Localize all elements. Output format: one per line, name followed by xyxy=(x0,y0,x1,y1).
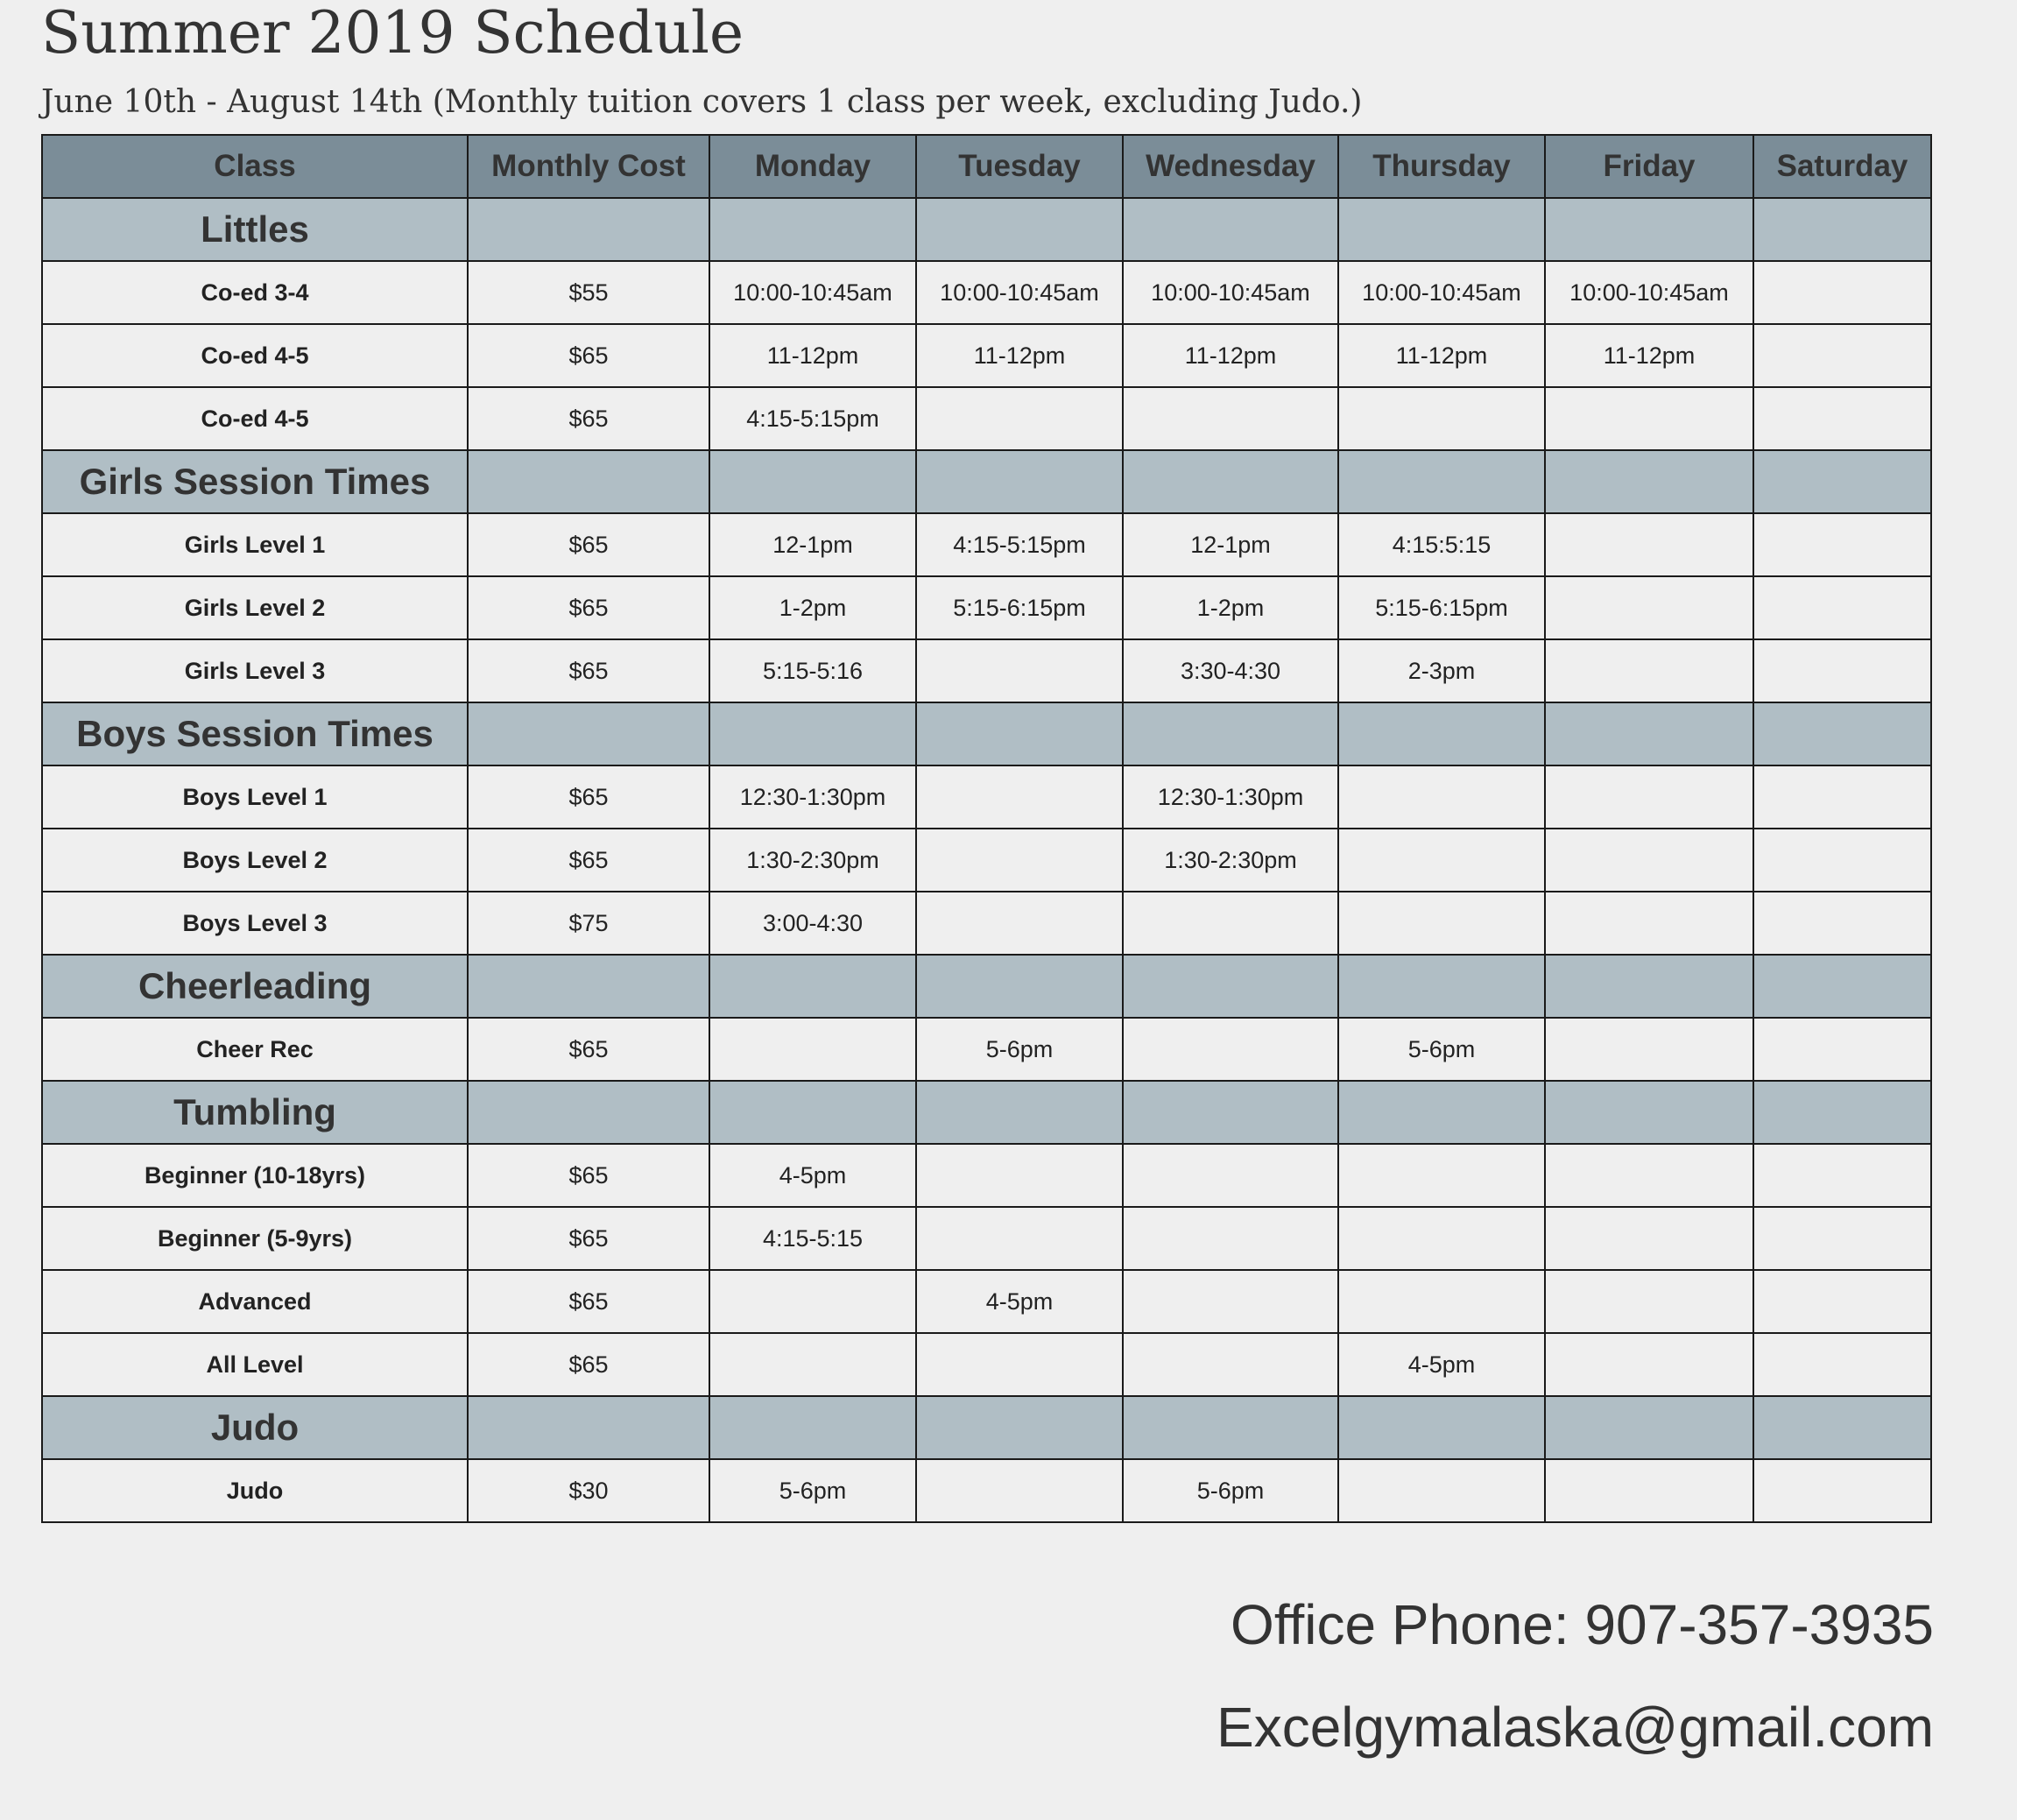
page-title: Summer 2019 Schedule xyxy=(41,0,744,67)
table-row xyxy=(42,261,1931,324)
tuesday-time-cell: 4-5pm xyxy=(916,1270,1123,1333)
friday-time-cell xyxy=(1545,892,1753,955)
section-empty-cell xyxy=(1123,450,1338,513)
section-empty-cell xyxy=(1545,1396,1753,1459)
class-name-cell: Boys Level 3 xyxy=(42,892,468,955)
saturday-time-cell xyxy=(1753,1270,1931,1333)
class-name-cell: Girls Level 2 xyxy=(42,576,468,639)
class-name-cell: Co-ed 4-5 xyxy=(42,324,468,387)
tuesday-time-cell xyxy=(916,829,1123,892)
class-name-cell: Boys Level 1 xyxy=(42,765,468,829)
monthly-cost-cell: $55 xyxy=(468,261,709,324)
monday-time-cell: 12-1pm xyxy=(709,513,916,576)
section-title: Girls Session Times xyxy=(42,450,468,513)
section-empty-cell xyxy=(1338,1396,1545,1459)
section-empty-cell xyxy=(1123,1081,1338,1144)
monthly-cost-cell: $65 xyxy=(468,387,709,450)
table-row xyxy=(42,1333,1931,1396)
section-empty-cell xyxy=(1338,955,1545,1018)
section-empty-cell xyxy=(1123,198,1338,261)
friday-time-cell xyxy=(1545,1270,1753,1333)
monthly-cost-cell: $65 xyxy=(468,576,709,639)
wednesday-time-cell xyxy=(1123,1207,1338,1270)
section-empty-cell xyxy=(709,1081,916,1144)
header-monthly-cost: Monthly Cost xyxy=(468,135,709,198)
friday-time-cell xyxy=(1545,1207,1753,1270)
friday-time-cell xyxy=(1545,639,1753,702)
thursday-time-cell: 11-12pm xyxy=(1338,324,1545,387)
monthly-cost-cell: $65 xyxy=(468,1270,709,1333)
class-name-cell: Beginner (10-18yrs) xyxy=(42,1144,468,1207)
saturday-time-cell xyxy=(1753,387,1931,450)
tuesday-time-cell: 10:00-10:45am xyxy=(916,261,1123,324)
section-row xyxy=(42,1081,1931,1144)
thursday-time-cell: 4:15:5:15 xyxy=(1338,513,1545,576)
section-empty-cell xyxy=(1753,955,1931,1018)
section-row xyxy=(42,198,1931,261)
monthly-cost-cell: $65 xyxy=(468,1333,709,1396)
tuesday-time-cell xyxy=(916,892,1123,955)
tuesday-time-cell: 11-12pm xyxy=(916,324,1123,387)
section-title: Tumbling xyxy=(42,1081,468,1144)
thursday-time-cell xyxy=(1338,892,1545,955)
table-row xyxy=(42,324,1931,387)
table-row xyxy=(42,576,1931,639)
tuesday-time-cell xyxy=(916,1207,1123,1270)
class-name-cell: Girls Level 1 xyxy=(42,513,468,576)
class-name-cell: Co-ed 4-5 xyxy=(42,387,468,450)
wednesday-time-cell: 11-12pm xyxy=(1123,324,1338,387)
section-row xyxy=(42,955,1931,1018)
thursday-time-cell xyxy=(1338,765,1545,829)
thursday-time-cell: 5-6pm xyxy=(1338,1018,1545,1081)
section-empty-cell xyxy=(468,198,709,261)
saturday-time-cell xyxy=(1753,576,1931,639)
section-title: Judo xyxy=(42,1396,468,1459)
thursday-time-cell xyxy=(1338,1207,1545,1270)
table-header-row xyxy=(42,135,1931,198)
monday-time-cell xyxy=(709,1333,916,1396)
section-empty-cell xyxy=(709,955,916,1018)
section-empty-cell xyxy=(1338,450,1545,513)
monday-time-cell: 4:15-5:15 xyxy=(709,1207,916,1270)
saturday-time-cell xyxy=(1753,639,1931,702)
section-row xyxy=(42,702,1931,765)
section-empty-cell xyxy=(916,1081,1123,1144)
section-empty-cell xyxy=(468,955,709,1018)
tuesday-time-cell xyxy=(916,639,1123,702)
header-monday: Monday xyxy=(709,135,916,198)
thursday-time-cell xyxy=(1338,1459,1545,1522)
tuesday-time-cell xyxy=(916,1459,1123,1522)
page-subtitle: June 10th - August 14th (Monthly tuition covers 1 class per week, excluding Judo.) xyxy=(41,84,1363,120)
class-name-cell: Co-ed 3-4 xyxy=(42,261,468,324)
friday-time-cell xyxy=(1545,829,1753,892)
saturday-time-cell xyxy=(1753,513,1931,576)
wednesday-time-cell: 3:30-4:30 xyxy=(1123,639,1338,702)
table-row xyxy=(42,765,1931,829)
table-row xyxy=(42,1018,1931,1081)
header-tuesday: Tuesday xyxy=(916,135,1123,198)
wednesday-time-cell xyxy=(1123,1270,1338,1333)
section-empty-cell xyxy=(709,702,916,765)
table-row xyxy=(42,1144,1931,1207)
monday-time-cell: 3:00-4:30 xyxy=(709,892,916,955)
section-empty-cell xyxy=(709,198,916,261)
tuesday-time-cell: 4:15-5:15pm xyxy=(916,513,1123,576)
table-row xyxy=(42,639,1931,702)
class-name-cell: Advanced xyxy=(42,1270,468,1333)
monthly-cost-cell: $65 xyxy=(468,1144,709,1207)
section-title: Cheerleading xyxy=(42,955,468,1018)
friday-time-cell xyxy=(1545,1459,1753,1522)
thursday-time-cell xyxy=(1338,1270,1545,1333)
schedule-table xyxy=(41,134,1932,1523)
friday-time-cell xyxy=(1545,1333,1753,1396)
monday-time-cell: 1-2pm xyxy=(709,576,916,639)
monthly-cost-cell: $65 xyxy=(468,513,709,576)
saturday-time-cell xyxy=(1753,765,1931,829)
wednesday-time-cell: 12-1pm xyxy=(1123,513,1338,576)
class-name-cell: Cheer Rec xyxy=(42,1018,468,1081)
saturday-time-cell xyxy=(1753,1207,1931,1270)
friday-time-cell: 10:00-10:45am xyxy=(1545,261,1753,324)
thursday-time-cell xyxy=(1338,1144,1545,1207)
section-empty-cell xyxy=(1123,1396,1338,1459)
section-title: Littles xyxy=(42,198,468,261)
section-empty-cell xyxy=(1753,198,1931,261)
section-empty-cell xyxy=(1545,198,1753,261)
friday-time-cell xyxy=(1545,765,1753,829)
section-empty-cell xyxy=(1123,702,1338,765)
monthly-cost-cell: $65 xyxy=(468,324,709,387)
saturday-time-cell xyxy=(1753,1333,1931,1396)
section-row xyxy=(42,1396,1931,1459)
section-empty-cell xyxy=(1338,702,1545,765)
section-empty-cell xyxy=(916,198,1123,261)
wednesday-time-cell: 1-2pm xyxy=(1123,576,1338,639)
section-empty-cell xyxy=(1753,1081,1931,1144)
section-empty-cell xyxy=(916,1396,1123,1459)
wednesday-time-cell: 10:00-10:45am xyxy=(1123,261,1338,324)
monday-time-cell: 5:15-5:16 xyxy=(709,639,916,702)
monday-time-cell: 12:30-1:30pm xyxy=(709,765,916,829)
tuesday-time-cell: 5:15-6:15pm xyxy=(916,576,1123,639)
monday-time-cell xyxy=(709,1270,916,1333)
thursday-time-cell: 2-3pm xyxy=(1338,639,1545,702)
wednesday-time-cell: 1:30-2:30pm xyxy=(1123,829,1338,892)
monthly-cost-cell: $75 xyxy=(468,892,709,955)
office-phone: Office Phone: 907-357-3935 xyxy=(1231,1593,1934,1656)
tuesday-time-cell xyxy=(916,765,1123,829)
wednesday-time-cell xyxy=(1123,387,1338,450)
friday-time-cell xyxy=(1545,1144,1753,1207)
section-empty-cell xyxy=(709,450,916,513)
section-empty-cell xyxy=(1545,450,1753,513)
table-row xyxy=(42,1270,1931,1333)
table-row xyxy=(42,829,1931,892)
tuesday-time-cell xyxy=(916,1333,1123,1396)
section-title: Boys Session Times xyxy=(42,702,468,765)
header-saturday: Saturday xyxy=(1753,135,1931,198)
section-empty-cell xyxy=(916,702,1123,765)
tuesday-time-cell xyxy=(916,387,1123,450)
section-empty-cell xyxy=(468,450,709,513)
section-row xyxy=(42,450,1931,513)
saturday-time-cell xyxy=(1753,1018,1931,1081)
section-empty-cell xyxy=(709,1396,916,1459)
header-thursday: Thursday xyxy=(1338,135,1545,198)
class-name-cell: Boys Level 2 xyxy=(42,829,468,892)
monthly-cost-cell: $65 xyxy=(468,1207,709,1270)
saturday-time-cell xyxy=(1753,892,1931,955)
thursday-time-cell xyxy=(1338,829,1545,892)
tuesday-time-cell: 5-6pm xyxy=(916,1018,1123,1081)
wednesday-time-cell xyxy=(1123,1333,1338,1396)
class-name-cell: All Level xyxy=(42,1333,468,1396)
monthly-cost-cell: $30 xyxy=(468,1459,709,1522)
section-empty-cell xyxy=(1545,955,1753,1018)
friday-time-cell: 11-12pm xyxy=(1545,324,1753,387)
monthly-cost-cell: $65 xyxy=(468,1018,709,1081)
section-empty-cell xyxy=(1545,1081,1753,1144)
contact-email: Excelgymalaska@gmail.com xyxy=(1217,1696,1934,1759)
wednesday-time-cell: 12:30-1:30pm xyxy=(1123,765,1338,829)
class-name-cell: Beginner (5-9yrs) xyxy=(42,1207,468,1270)
monday-time-cell: 10:00-10:45am xyxy=(709,261,916,324)
table-row xyxy=(42,513,1931,576)
saturday-time-cell xyxy=(1753,829,1931,892)
thursday-time-cell: 5:15-6:15pm xyxy=(1338,576,1545,639)
table-row xyxy=(42,387,1931,450)
section-empty-cell xyxy=(916,955,1123,1018)
saturday-time-cell xyxy=(1753,261,1931,324)
friday-time-cell xyxy=(1545,576,1753,639)
section-empty-cell xyxy=(1753,1396,1931,1459)
table-row xyxy=(42,1207,1931,1270)
thursday-time-cell: 4-5pm xyxy=(1338,1333,1545,1396)
monthly-cost-cell: $65 xyxy=(468,639,709,702)
friday-time-cell xyxy=(1545,387,1753,450)
schedule-body xyxy=(42,198,1931,1522)
section-empty-cell xyxy=(1338,198,1545,261)
monday-time-cell: 4:15-5:15pm xyxy=(709,387,916,450)
header-wednesday: Wednesday xyxy=(1123,135,1338,198)
section-empty-cell xyxy=(1123,955,1338,1018)
section-empty-cell xyxy=(1545,702,1753,765)
wednesday-time-cell xyxy=(1123,1018,1338,1081)
header-friday: Friday xyxy=(1545,135,1753,198)
wednesday-time-cell xyxy=(1123,892,1338,955)
friday-time-cell xyxy=(1545,513,1753,576)
section-empty-cell xyxy=(1753,450,1931,513)
section-empty-cell xyxy=(468,1396,709,1459)
wednesday-time-cell xyxy=(1123,1144,1338,1207)
saturday-time-cell xyxy=(1753,324,1931,387)
monday-time-cell: 5-6pm xyxy=(709,1459,916,1522)
monday-time-cell: 11-12pm xyxy=(709,324,916,387)
saturday-time-cell xyxy=(1753,1144,1931,1207)
tuesday-time-cell xyxy=(916,1144,1123,1207)
table-row xyxy=(42,892,1931,955)
class-name-cell: Girls Level 3 xyxy=(42,639,468,702)
monthly-cost-cell: $65 xyxy=(468,765,709,829)
class-name-cell: Judo xyxy=(42,1459,468,1522)
thursday-time-cell xyxy=(1338,387,1545,450)
monday-time-cell: 4-5pm xyxy=(709,1144,916,1207)
section-empty-cell xyxy=(1338,1081,1545,1144)
section-empty-cell xyxy=(468,1081,709,1144)
friday-time-cell xyxy=(1545,1018,1753,1081)
header-class: Class xyxy=(42,135,468,198)
section-empty-cell xyxy=(916,450,1123,513)
monthly-cost-cell: $65 xyxy=(468,829,709,892)
section-empty-cell xyxy=(1753,702,1931,765)
wednesday-time-cell: 5-6pm xyxy=(1123,1459,1338,1522)
thursday-time-cell: 10:00-10:45am xyxy=(1338,261,1545,324)
monday-time-cell xyxy=(709,1018,916,1081)
section-empty-cell xyxy=(468,702,709,765)
monday-time-cell: 1:30-2:30pm xyxy=(709,829,916,892)
saturday-time-cell xyxy=(1753,1459,1931,1522)
table-row xyxy=(42,1459,1931,1522)
